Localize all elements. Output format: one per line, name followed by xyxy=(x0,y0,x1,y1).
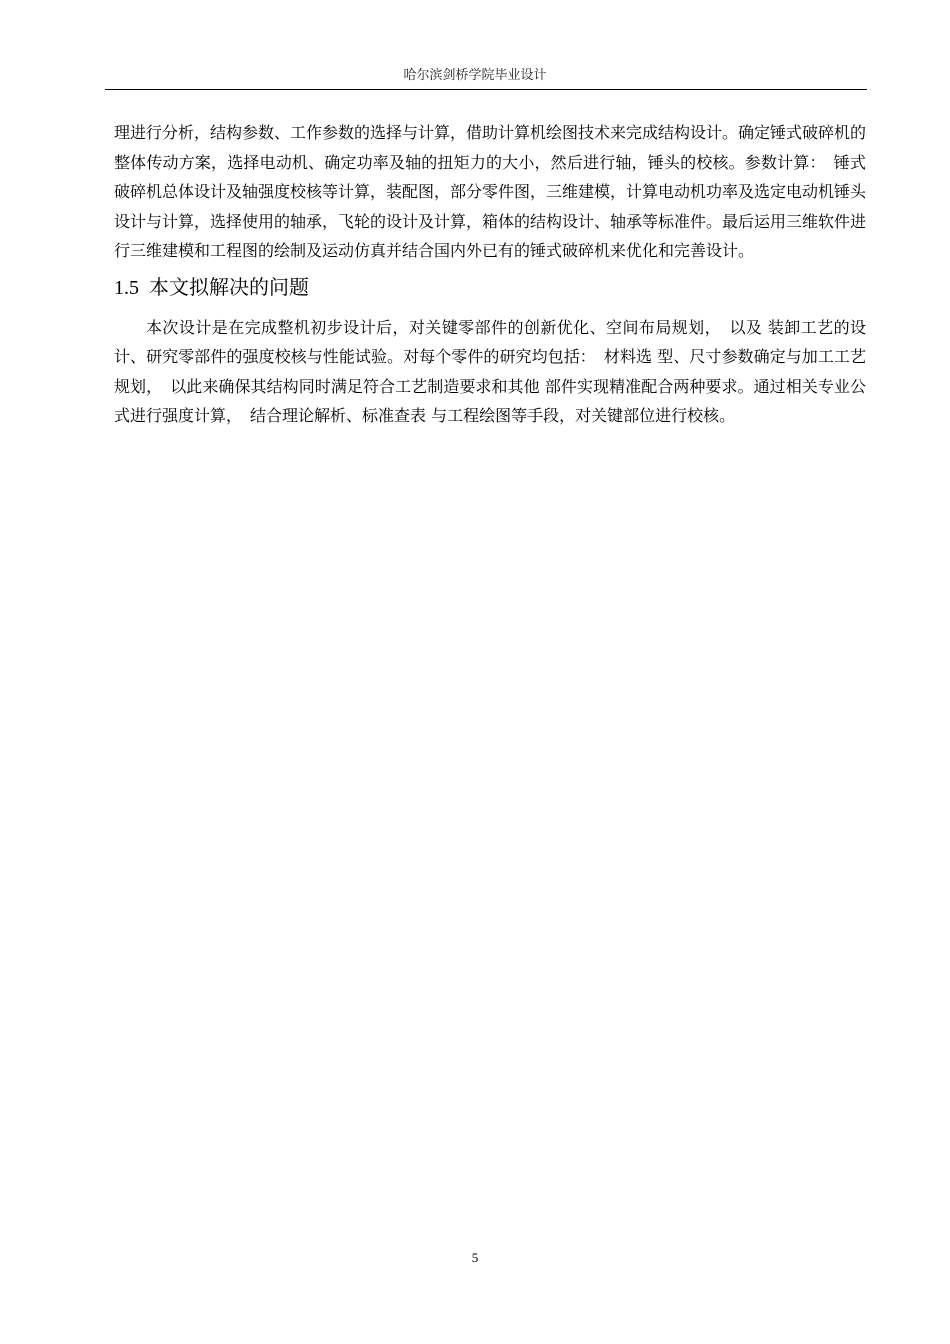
header-title: 哈尔滨剑桥学院毕业设计 xyxy=(403,68,547,83)
body-paragraph-2: 本次设计是在完成整机初步设计后，对关键零部件的创新优化、空间布局规划， 以及 装卸工艺的设计、研究零部件的强度校核与性能试验。对每个零件的研究均包括： 材料选 型、尺寸参数确定与加工工艺规划， 以此来确保其结构同时满足符合工艺制造要求和其他 部件实现精准配合两种要求。通过相关专业公式进行强度计算， 结合理论解析、标准查表 与工程绘图等手段，对关键部位进行校核。 xyxy=(114,317,866,425)
body-paragraph-1: 理进行分析，结构参数、工作参数的选择与计算，借助计算机绘图技术来完成结构设计。确定锤式破碎机的整体传动方案，选择电动机、确定功率及轴的扭矩力的大小，然后进行轴，锤头的校核。参数计算： 锤式破碎机总体设计及轴强度校核等计算，装配图，部分零件图，三维建模，计算电动机功率及选定电动机锤头设计与计算，选择使用的轴承，飞轮的设计及计算，箱体的结构设计、轴承等标准件。最后运用三维软件进行三维建模和工程图的绘制及运动仿真并结合国内外已有的锤式破碎机来优化和完善设计。 xyxy=(114,123,867,260)
page-number: 5 xyxy=(471,1250,479,1265)
header-divider xyxy=(105,89,867,90)
section-number: 1.5 xyxy=(114,276,139,299)
page-content xyxy=(114,118,866,431)
section-title: 本文拟解决的问题 xyxy=(149,274,309,299)
page-header xyxy=(0,67,950,85)
section-heading xyxy=(114,272,866,303)
